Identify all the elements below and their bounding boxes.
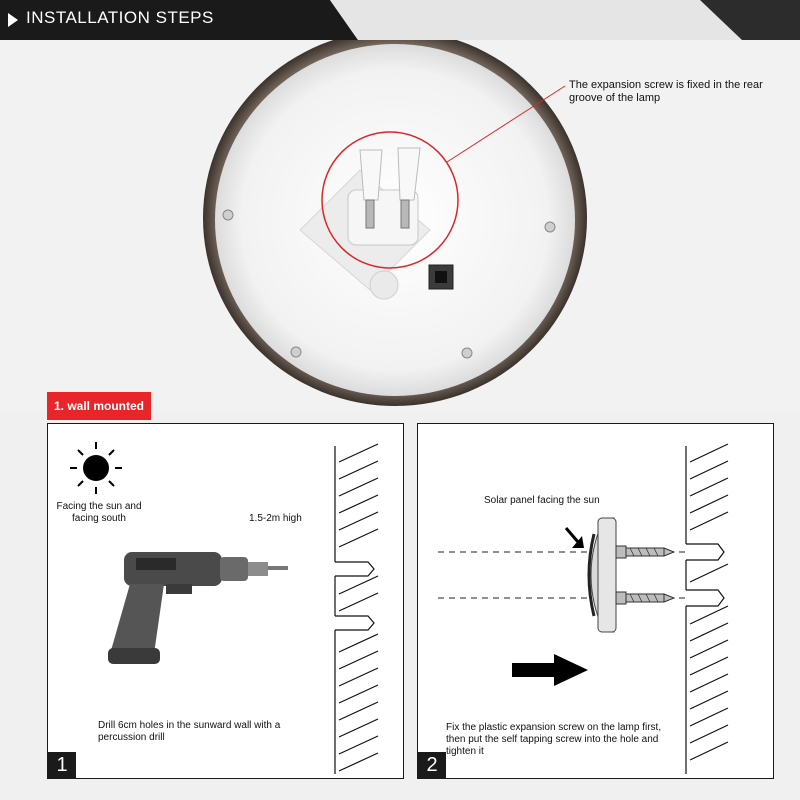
- section-tag: 1. wall mounted: [47, 392, 151, 420]
- pointer-arrow-icon: [566, 528, 584, 548]
- step-number-1: 1: [48, 752, 76, 778]
- guide-lines: [438, 552, 688, 598]
- expansion-screw-annotation: The expansion screw is fixed in the rear groove of the lamp: [569, 79, 763, 104]
- step-panel-1: [47, 423, 404, 779]
- step-panel-2: [417, 423, 774, 779]
- page-title: INSTALLATION STEPS: [26, 8, 214, 27]
- screws-graphic: [616, 546, 674, 604]
- drill-graphic: [108, 552, 288, 664]
- wall-cross-section: [686, 444, 728, 774]
- solar-panel-caption: Solar panel facing the sun: [484, 495, 600, 506]
- header-banner: [0, 0, 800, 40]
- lamp-side-graphic: [589, 518, 616, 632]
- right-arrow-icon: [512, 654, 588, 686]
- sun-icon: [70, 442, 122, 494]
- height-label: 1.5-2m high: [249, 513, 302, 524]
- wall-cross-section: [335, 444, 378, 774]
- step-2-instruction: Fix the plastic expansion screw on the lamp first, then put the self tapping screw into the hole and tighten it: [446, 722, 662, 757]
- step-number-2: 2: [418, 752, 446, 778]
- step-1-instruction: Drill 6cm holes in the sunward wall with a percussion drill: [98, 720, 281, 743]
- play-triangle-icon: [8, 13, 18, 27]
- sun-caption: Facing the sun and facing south: [56, 501, 142, 524]
